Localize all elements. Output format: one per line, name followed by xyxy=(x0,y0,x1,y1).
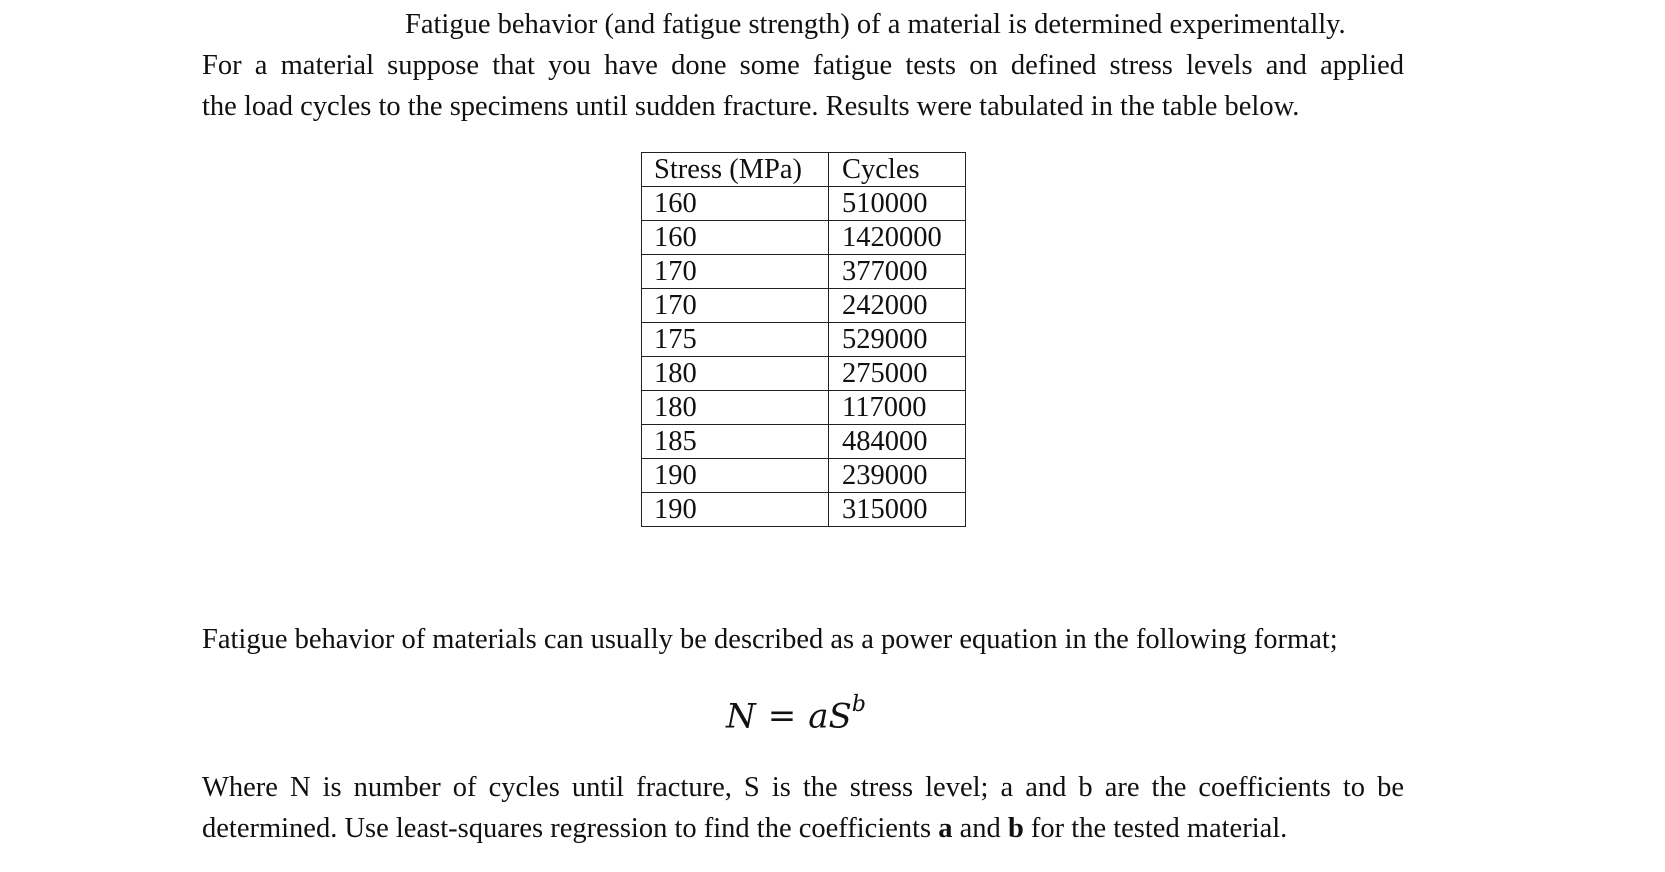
stress-cell: 160 xyxy=(642,221,829,255)
header-stress: Stress (MPa) xyxy=(642,153,829,187)
cycles-cell: 315000 xyxy=(829,493,966,527)
table-row xyxy=(642,221,966,255)
stress-cell: 190 xyxy=(642,459,829,493)
stress-cell: 170 xyxy=(642,255,829,289)
table-row xyxy=(642,493,966,527)
stress-cell: 180 xyxy=(642,357,829,391)
intro-line-1: Fatigue behavior (and fatigue strength) of a material is determined experimentally. xyxy=(405,9,1346,40)
cycles-cell: 510000 xyxy=(829,187,966,221)
table-row xyxy=(642,187,966,221)
stress-cell: 190 xyxy=(642,493,829,527)
table-row xyxy=(642,255,966,289)
stress-cell: 180 xyxy=(642,391,829,425)
equation-coef: a xyxy=(808,696,829,737)
stress-cell: 175 xyxy=(642,323,829,357)
cycles-cell: 242000 xyxy=(829,289,966,323)
cycles-cell: 239000 xyxy=(829,459,966,493)
coefficient-b: b xyxy=(1007,813,1024,844)
table-row xyxy=(642,425,966,459)
power-equation xyxy=(726,686,866,739)
cycles-cell: 1420000 xyxy=(829,221,966,255)
table-row xyxy=(642,357,966,391)
header-cycles: Cycles xyxy=(829,153,966,187)
stress-cell: 185 xyxy=(642,425,829,459)
cycles-cell: 377000 xyxy=(829,255,966,289)
cycles-cell: 529000 xyxy=(829,323,966,357)
where-line-2-suffix: for the tested material. xyxy=(1023,813,1288,844)
where-paragraph xyxy=(202,767,1404,849)
table-row xyxy=(642,459,966,493)
coefficient-a: a xyxy=(938,813,953,844)
intro-paragraph xyxy=(202,4,1404,127)
table-row xyxy=(642,289,966,323)
equation-sign: = xyxy=(767,696,797,737)
equation-lhs: N xyxy=(726,696,756,737)
stress-cell: 170 xyxy=(642,289,829,323)
where-line-2 xyxy=(202,808,1404,849)
table-row xyxy=(642,391,966,425)
power-equation-sentence: Fatigue behavior of materials can usually be described as a power equation in the following format; xyxy=(202,624,1338,655)
where-line-1: Where N is number of cycles until fracture, S is the stress level; a and b are the coefficients to be xyxy=(202,772,1404,803)
where-and-word: and xyxy=(952,813,1008,844)
table-row xyxy=(642,323,966,357)
cycles-cell: 117000 xyxy=(829,391,966,425)
table-header-row xyxy=(642,153,966,187)
cycles-cell: 484000 xyxy=(829,425,966,459)
intro-line-3: the load cycles to the specimens until sudden fracture. Results were tabulated in the table below. xyxy=(202,91,1300,122)
equation-base: S xyxy=(828,696,852,737)
where-line-2-prefix: determined. Use least-squares regression to find the coefficients xyxy=(202,813,939,844)
stress-cell: 160 xyxy=(642,187,829,221)
intro-line-2: For a material suppose that you have done some fatigue tests on defined stress levels and applied xyxy=(202,50,1404,81)
fatigue-results-table xyxy=(641,152,966,527)
cycles-cell: 275000 xyxy=(829,357,966,391)
equation-exponent: b xyxy=(851,692,866,717)
